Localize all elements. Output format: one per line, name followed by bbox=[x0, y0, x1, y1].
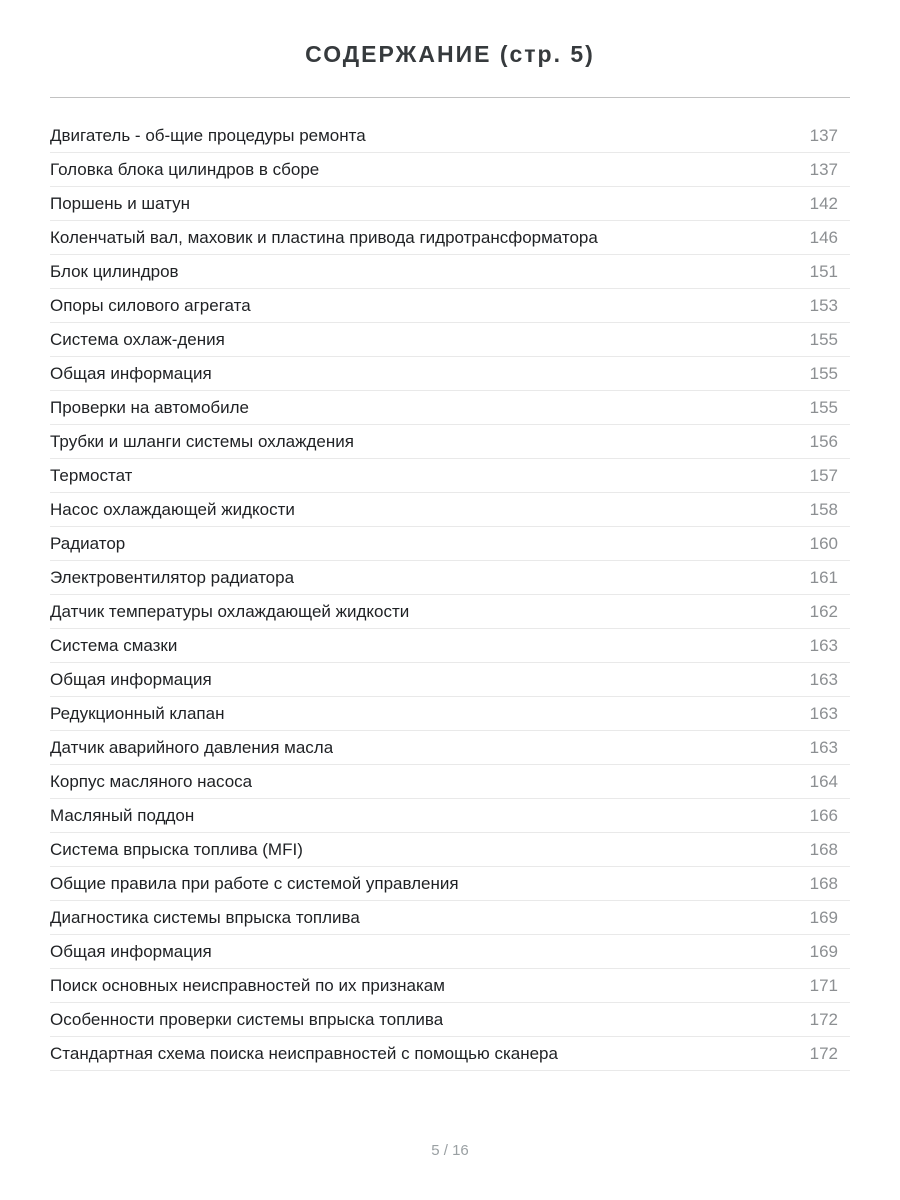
toc-entry-page-number: 160 bbox=[809, 533, 838, 553]
toc-entry-label: Диагностика системы впрыска топлива bbox=[50, 907, 360, 927]
toc-entry-label: Опоры силового агрегата bbox=[50, 295, 251, 315]
toc-entry[interactable] bbox=[50, 595, 850, 629]
toc-entry-page-number: 155 bbox=[809, 363, 838, 383]
toc-content bbox=[0, 40, 900, 1071]
toc-entry-label: Общая информация bbox=[50, 941, 212, 961]
toc-entry-page-number: 163 bbox=[809, 635, 838, 655]
toc-entry-label: Поршень и шатун bbox=[50, 193, 190, 213]
toc-entry-page-number: 172 bbox=[809, 1009, 838, 1029]
toc-entry[interactable] bbox=[50, 867, 850, 901]
toc-entry-page-number: 168 bbox=[809, 839, 838, 859]
toc-entry[interactable] bbox=[50, 969, 850, 1003]
toc-entry-page-number: 151 bbox=[809, 261, 838, 281]
toc-entry-page-number: 161 bbox=[809, 567, 838, 587]
toc-entry[interactable] bbox=[50, 833, 850, 867]
toc-entry-page-number: 137 bbox=[809, 125, 838, 145]
toc-entry-label: Система смазки bbox=[50, 635, 178, 655]
toc-entry-page-number: 171 bbox=[809, 975, 838, 995]
toc-entry[interactable] bbox=[50, 153, 850, 187]
toc-entry-label: Насос охлаждающей жидкости bbox=[50, 499, 295, 519]
toc-entry[interactable] bbox=[50, 901, 850, 935]
toc-entry-label: Трубки и шланги системы охлаждения bbox=[50, 431, 354, 451]
toc-list bbox=[50, 119, 850, 1071]
toc-entry[interactable] bbox=[50, 357, 850, 391]
title-divider bbox=[50, 97, 850, 98]
toc-entry[interactable] bbox=[50, 527, 850, 561]
toc-entry-label: Датчик температуры охлаждающей жидкости bbox=[50, 601, 410, 621]
toc-entry-page-number: 164 bbox=[809, 771, 838, 791]
toc-entry-label: Система впрыска топлива (MFI) bbox=[50, 839, 303, 859]
toc-entry-label: Головка блока цилиндров в сборе bbox=[50, 159, 320, 179]
toc-entry-page-number: 166 bbox=[809, 805, 838, 825]
toc-entry-label: Проверки на автомобиле bbox=[50, 397, 250, 417]
toc-entry-label: Термостат bbox=[50, 465, 133, 485]
toc-entry-label: Система охлаж-дения bbox=[50, 329, 225, 349]
toc-entry-label: Радиатор bbox=[50, 533, 126, 553]
toc-entry[interactable] bbox=[50, 119, 850, 153]
toc-entry-label: Особенности проверки системы впрыска топлива bbox=[50, 1009, 444, 1029]
toc-entry-label: Стандартная схема поиска неисправностей с помощью сканера bbox=[50, 1043, 558, 1063]
toc-entry-page-number: 153 bbox=[809, 295, 838, 315]
toc-entry-page-number: 163 bbox=[809, 669, 838, 689]
toc-entry-label: Двигатель - об-щие процедуры ремонта bbox=[50, 125, 366, 145]
toc-entry-page-number: 169 bbox=[809, 907, 838, 927]
toc-entry-page-number: 169 bbox=[809, 941, 838, 961]
toc-entry[interactable] bbox=[50, 391, 850, 425]
toc-entry-label: Корпус масляного насоса bbox=[50, 771, 253, 791]
toc-entry[interactable] bbox=[50, 799, 850, 833]
toc-entry[interactable] bbox=[50, 765, 850, 799]
page-indicator: 5 / 16 bbox=[431, 1142, 469, 1159]
toc-entry-page-number: 156 bbox=[809, 431, 838, 451]
toc-entry-page-number: 172 bbox=[809, 1043, 838, 1063]
toc-entry[interactable] bbox=[50, 425, 850, 459]
toc-entry[interactable] bbox=[50, 731, 850, 765]
toc-entry-label: Масляный поддон bbox=[50, 805, 195, 825]
toc-entry-page-number: 158 bbox=[809, 499, 838, 519]
toc-entry-label: Общие правила при работе с системой управления bbox=[50, 873, 459, 893]
toc-entry-label: Датчик аварийного давления масла bbox=[50, 737, 334, 757]
toc-entry-label: Общая информация bbox=[50, 669, 212, 689]
toc-entry[interactable] bbox=[50, 187, 850, 221]
toc-entry-page-number: 162 bbox=[809, 601, 838, 621]
toc-entry-label: Редукционный клапан bbox=[50, 703, 225, 723]
toc-entry[interactable] bbox=[50, 459, 850, 493]
toc-entry[interactable] bbox=[50, 323, 850, 357]
toc-entry[interactable] bbox=[50, 289, 850, 323]
toc-entry[interactable] bbox=[50, 629, 850, 663]
toc-entry-label: Блок цилиндров bbox=[50, 261, 179, 281]
page-title: СОДЕРЖАНИЕ (стр. 5) bbox=[305, 41, 595, 67]
toc-entry[interactable] bbox=[50, 1003, 850, 1037]
toc-entry-page-number: 168 bbox=[809, 873, 838, 893]
toc-entry[interactable] bbox=[50, 935, 850, 969]
toc-entry-page-number: 137 bbox=[809, 159, 838, 179]
toc-entry-label: Электровентилятор радиатора bbox=[50, 567, 295, 587]
toc-entry-page-number: 155 bbox=[809, 397, 838, 417]
toc-entry-label: Коленчатый вал, маховик и пластина привода гидротрансформатора bbox=[50, 227, 598, 247]
toc-entry-page-number: 157 bbox=[809, 465, 838, 485]
toc-entry-page-number: 146 bbox=[809, 227, 838, 247]
toc-entry[interactable] bbox=[50, 561, 850, 595]
toc-entry[interactable] bbox=[50, 221, 850, 255]
toc-entry-label: Поиск основных неисправностей по их признакам bbox=[50, 975, 445, 995]
toc-entry-page-number: 163 bbox=[809, 737, 838, 757]
toc-entry[interactable] bbox=[50, 697, 850, 731]
toc-entry[interactable] bbox=[50, 663, 850, 697]
toc-entry[interactable] bbox=[50, 493, 850, 527]
toc-entry-page-number: 155 bbox=[809, 329, 838, 349]
toc-entry[interactable] bbox=[50, 255, 850, 289]
toc-entry-label: Общая информация bbox=[50, 363, 212, 383]
toc-entry-page-number: 163 bbox=[809, 703, 838, 723]
toc-entry[interactable] bbox=[50, 1037, 850, 1071]
toc-entry-page-number: 142 bbox=[809, 193, 838, 213]
